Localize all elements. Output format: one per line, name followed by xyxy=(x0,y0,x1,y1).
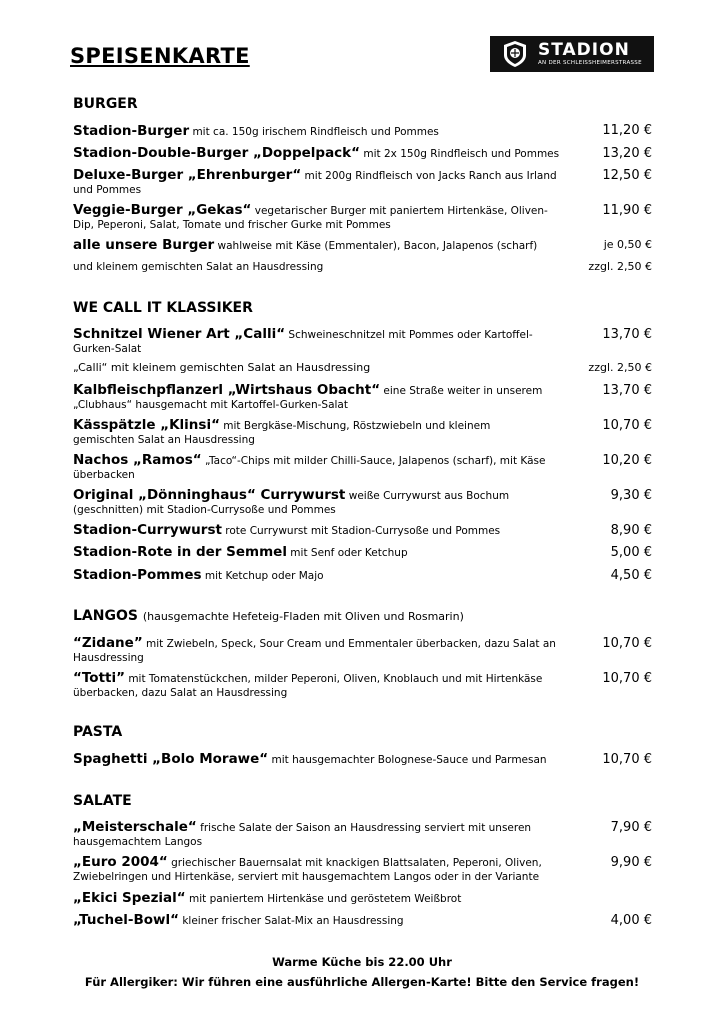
menu-item-price: 8,90 € xyxy=(610,523,652,538)
menu-item-price: 7,90 € xyxy=(610,820,652,835)
menu-item-price: je 0,50 € xyxy=(603,238,652,251)
logo-subtitle: AN DER SCHLEISSHEIMERSTRASSE xyxy=(538,59,642,66)
menu-item-price: zzgl. 2,50 € xyxy=(588,361,652,374)
menu-item: Kalbfleischpflanzerl „Wirtshaus Obacht“ eine Straße weiter in unserem „Clubhaus“ hausgemacht mit Kartoffel-Gurken-Salat xyxy=(73,382,543,411)
page-title: SPEISENKARTE xyxy=(70,44,250,68)
menu-item: Nachos „Ramos“ „Taco“-Chips mit milder Chilli-Sauce, Jalapenos (scharf), mit Käse überbacken xyxy=(73,452,546,481)
menu-item: Schnitzel Wiener Art „Calli“ Schweineschnitzel mit Pommes oder Kartoffel-Gurken-Salat xyxy=(73,326,533,355)
menu-item: „Meisterschale“ frische Salate der Saison an Hausdressing serviert mit unseren hausgemachtem Langos xyxy=(73,819,532,848)
menu-item-price: 10,70 € xyxy=(602,752,652,767)
menu-item: „Ekici Spezial“ mit paniertem Hirtenkäse und geröstetem Weißbrot xyxy=(73,890,462,906)
menu-item: “Totti” mit Tomatenstückchen, milder Peperoni, Oliven, Knoblauch und mit Hirtenkäse überbacken, dazu Salat an Hausdressing xyxy=(73,670,543,699)
section-klassiker-heading: WE CALL IT KLASSIKER xyxy=(73,300,253,316)
section-langos-heading: LANGOS (hausgemachte Hefeteig-Fladen mit Oliven und Rosmarin) xyxy=(73,608,464,624)
menu-item: Stadion-Pommes mit Ketchup oder Majo xyxy=(73,567,324,583)
menu-item-price: 12,50 € xyxy=(602,168,652,183)
section-salate-heading: SALATE xyxy=(73,793,132,809)
menu-item-price: 10,70 € xyxy=(602,671,652,686)
menu-item: “Zidane” mit Zwiebeln, Speck, Sour Cream und Emmentaler überbacken, dazu Salat an Hausdressing xyxy=(73,635,556,664)
menu-item-price: 10,70 € xyxy=(602,418,652,433)
menu-item-price: 11,20 € xyxy=(602,123,652,138)
menu-item: Spaghetti „Bolo Morawe“ mit hausgemachter Bolognese-Sauce und Parmesan xyxy=(73,751,547,767)
kitchen-hours-note: Warme Küche bis 22.00 Uhr xyxy=(272,955,452,969)
menu-item-price: 10,20 € xyxy=(602,453,652,468)
menu-item: Veggie-Burger „Gekas“ vegetarischer Burger mit paniertem Hirtenkäse, Oliven-Dip, Peperoni, Salat, Tomate und frischer Gurke mit Pommes xyxy=(73,202,548,231)
allergy-note: Für Allergiker: Wir führen eine ausführliche Allergen-Karte! Bitte den Service fragen! xyxy=(84,975,640,989)
menu-item-price: 10,70 € xyxy=(602,636,652,651)
menu-item: Stadion-Currywurst rote Currywurst mit Stadion-Currysoße und Pommes xyxy=(73,522,501,538)
menu-item: alle unsere Burger wahlweise mit Käse (Emmentaler), Bacon, Jalapenos (scharf) xyxy=(73,237,538,253)
stadium-crest-icon xyxy=(500,39,530,69)
menu-item-price: zzgl. 2,50 € xyxy=(588,260,652,273)
menu-item: Kässpätzle „Klinsi“ mit Bergkäse-Mischung, Röstzwiebeln und kleinem gemischten Salat an Hausdressing xyxy=(73,417,491,446)
menu-item-price: 11,90 € xyxy=(602,203,652,218)
menu-item: Stadion-Rote in der Semmel mit Senf oder Ketchup xyxy=(73,544,408,560)
stadion-logo xyxy=(490,36,654,72)
menu-item: „Euro 2004“ griechischer Bauernsalat mit knackigen Blattsalaten, Peperoni, Oliven, Zwiebelringen und Hirtenkäse, serviert mit hausgemachtem Langos oder in der Variante xyxy=(73,854,542,883)
menu-item-price: 4,00 € xyxy=(610,913,652,928)
menu-item-price: 5,00 € xyxy=(610,545,652,560)
section-pasta-heading: PASTA xyxy=(73,724,123,740)
menu-item-price: 9,30 € xyxy=(610,488,652,503)
menu-item: Original „Dönninghaus“ Currywurst weiße Currywurst aus Bochum (geschnitten) mit Stadion-Currysoße und Pommes xyxy=(73,487,510,516)
menu-item: Deluxe-Burger „Ehrenburger“ mit 200g Rindfleisch von Jacks Ranch aus Irland und Pommes xyxy=(73,167,557,196)
section-burger-heading: BURGER xyxy=(73,96,138,112)
menu-item: und kleinem gemischten Salat an Hausdressing xyxy=(73,261,324,273)
section-langos-subtitle: (hausgemachte Hefeteig-Fladen mit Oliven und Rosmarin) xyxy=(142,610,464,623)
menu-item-price: 13,20 € xyxy=(602,146,652,161)
menu-item-price: 13,70 € xyxy=(602,383,652,398)
menu-item: „Tuchel-Bowl“ kleiner frischer Salat-Mix an Hausdressing xyxy=(73,912,404,928)
menu-item-price: 9,90 € xyxy=(610,855,652,870)
menu-item: „Calli“ mit kleinem gemischten Salat an Hausdressing xyxy=(73,361,371,374)
menu-item: Stadion-Burger mit ca. 150g irischem Rindfleisch und Pommes xyxy=(73,123,439,139)
logo-name: STADION xyxy=(538,39,630,60)
menu-item-price: 13,70 € xyxy=(602,327,652,342)
menu-item: Stadion-Double-Burger „Doppelpack“ mit 2x 150g Rindfleisch und Pommes xyxy=(73,145,560,161)
menu-item-price: 4,50 € xyxy=(610,568,652,583)
